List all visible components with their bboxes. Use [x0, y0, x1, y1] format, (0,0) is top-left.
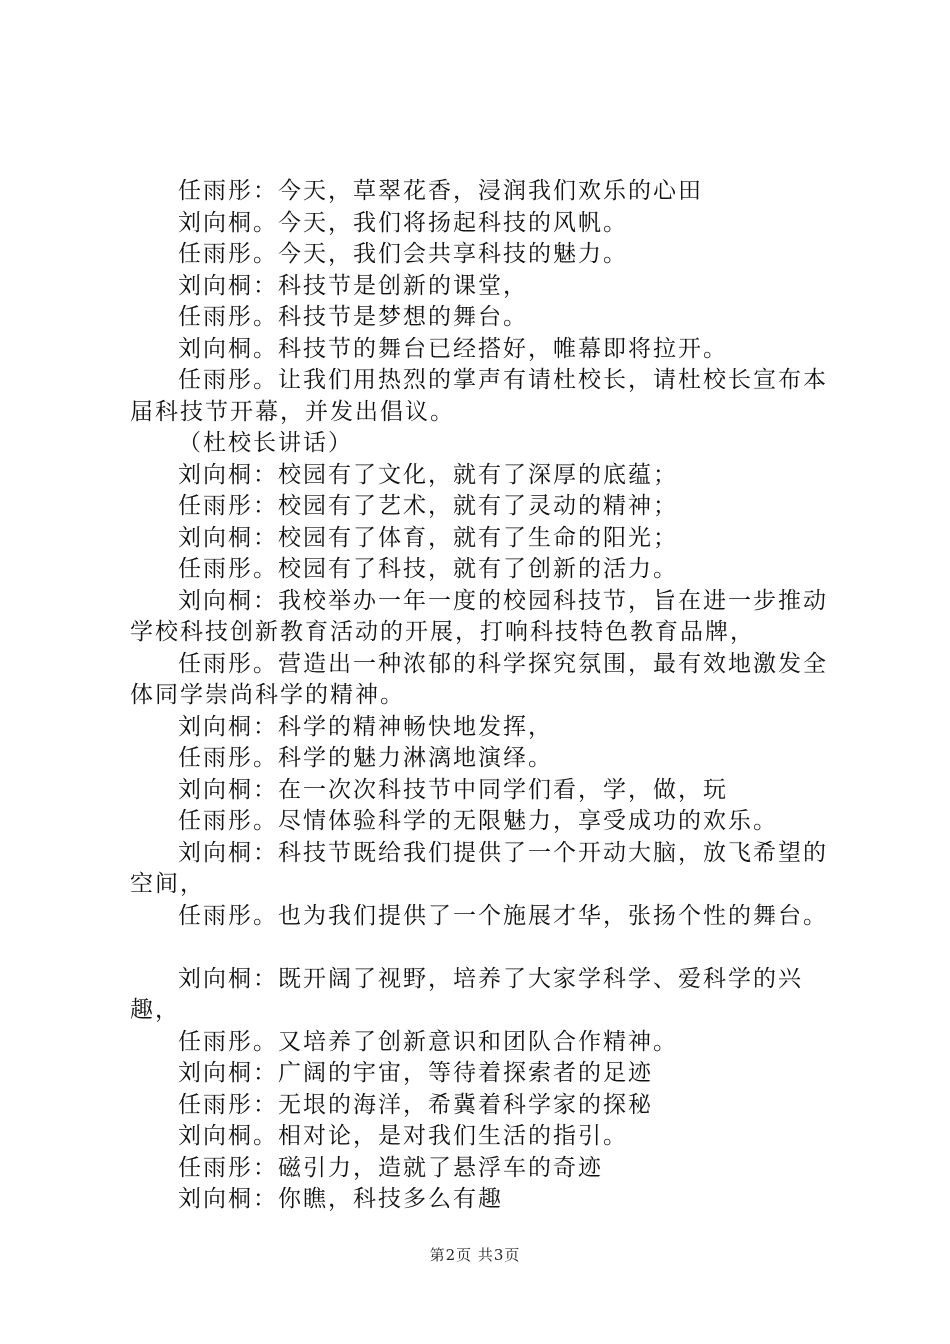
paragraph: 刘向桐：我校举办一年一度的校园科技节，旨在进一步推动学校科技创新教育活动的开展，打响科技特色教育品牌，: [130, 587, 828, 645]
paragraph: 任雨彤。科学的魅力淋漓地演绎。: [178, 745, 553, 771]
paragraph: 任雨彤。尽情体验科学的无限魅力，享受成功的欢乐。: [178, 808, 778, 834]
paragraph: 任雨彤。今天，我们会共享科技的魅力。: [178, 241, 628, 267]
paragraph: 刘向桐：科技节既给我们提供了一个开动大脑，放飞希望的空间，: [130, 839, 828, 897]
paragraph: 任雨彤。也为我们提供了一个施展才华，张扬个性的舞台。: [178, 902, 828, 929]
paragraph: 刘向桐：科学的精神畅快地发挥，: [178, 713, 553, 740]
paragraph: 刘向桐。科技节的舞台已经搭好，帷幕即将拉开。: [178, 335, 728, 362]
paragraph: 刘向桐：既开阔了视野，培养了大家学科学、爱科学的兴趣，: [130, 965, 803, 1023]
document-body: [130, 176, 850, 1216]
paragraph: 刘向桐：科技节是创新的课堂，: [178, 272, 528, 299]
paragraph: 刘向桐：在一次次科技节中同学们看，学，做，玩: [178, 776, 728, 803]
page-number-footer: 第2页 共3页: [429, 1246, 521, 1264]
paragraph: 刘向桐。今天，我们将扬起科技的风帆。: [178, 209, 628, 236]
paragraph: 任雨彤。营造出一种浓郁的科学探究氛围，最有效地激发全体同学崇尚科学的精神。: [130, 650, 828, 708]
paragraph: 任雨彤。又培养了创新意识和团队合作精神。: [178, 1028, 678, 1055]
paragraph: 任雨彤。科技节是梦想的舞台。: [178, 304, 528, 330]
paragraph: 刘向桐：校园有了体育，就有了生命的阳光；: [178, 524, 678, 551]
paragraph: 刘向桐：你瞧，科技多么有趣: [178, 1186, 503, 1212]
paragraph: 任雨彤：今天，草翠花香，浸润我们欢乐的心田: [178, 178, 703, 204]
paragraph: 刘向桐：校园有了文化，就有了深厚的底蕴；: [178, 461, 678, 488]
paragraph: 任雨彤：无垠的海洋，希冀着科学家的探秘: [178, 1091, 653, 1118]
paragraph: 任雨彤：磁引力，造就了悬浮车的奇迹: [178, 1154, 603, 1181]
paragraph: （杜校长讲话）: [178, 430, 353, 456]
paragraph: 任雨彤。校园有了科技，就有了创新的活力。: [178, 556, 678, 582]
paragraph: 刘向桐。相对论，是对我们生活的指引。: [178, 1123, 628, 1149]
paragraph: 刘向桐：广阔的宇宙，等待着探索者的足迹: [178, 1060, 653, 1086]
blank-line: [130, 932, 850, 964]
paragraph: 任雨彤。让我们用热烈的掌声有请杜校长，请杜校长宣布本届科技节开幕，并发出倡议。: [130, 367, 828, 425]
paragraph: 任雨彤：校园有了艺术，就有了灵动的精神；: [178, 493, 678, 519]
